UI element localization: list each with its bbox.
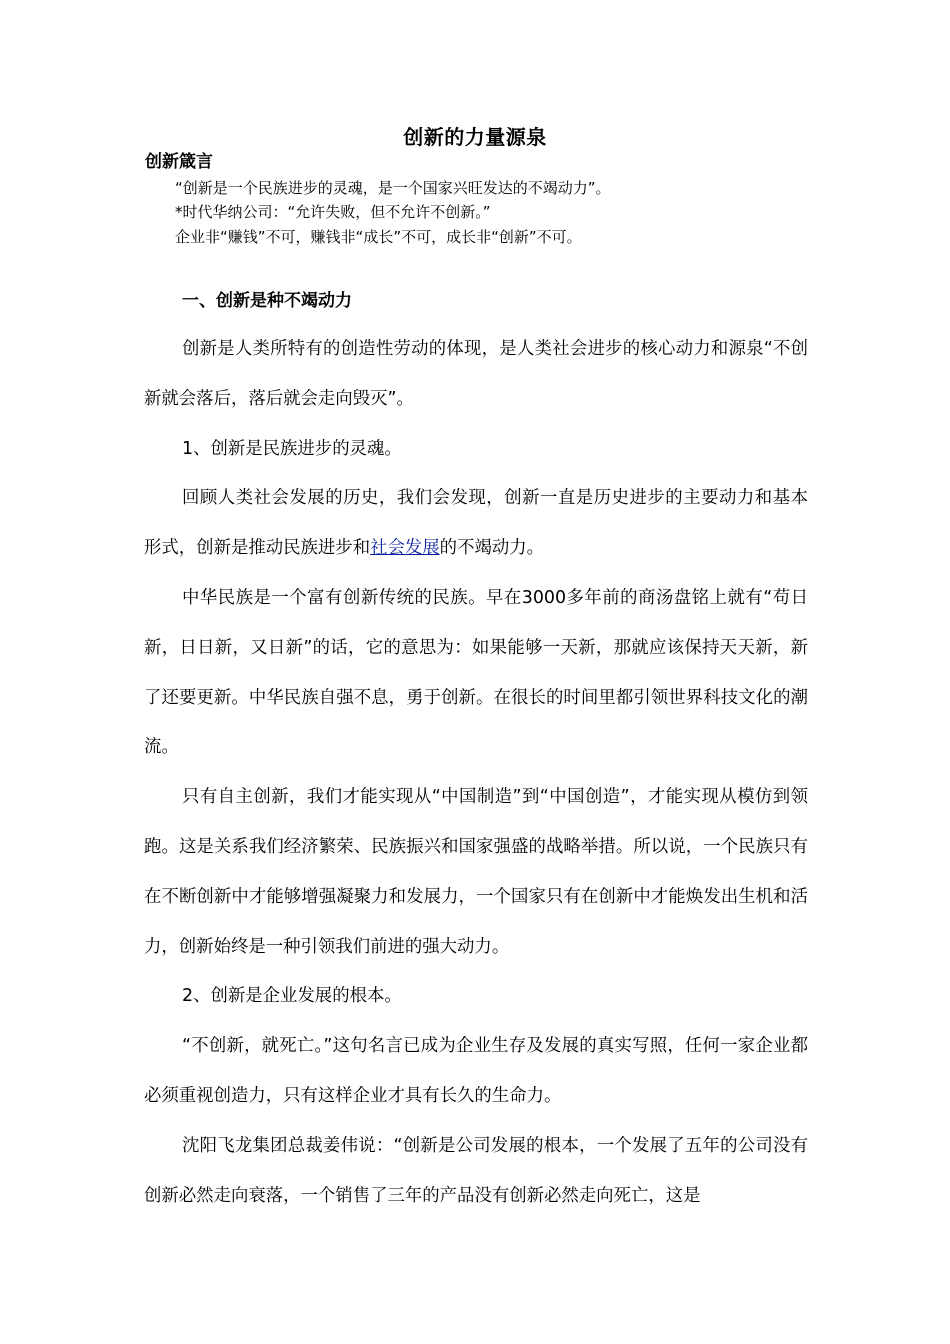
paragraph-intro: 创新是人类所特有的创造性劳动的体现，是人类社会进步的核心动力和源泉“不创新就会落后，落后就会走向毁灭”。 — [144, 339, 808, 409]
section-heading: 一、创新是种不竭动力 — [182, 291, 352, 311]
paragraph-independent-innovation: 只有自主创新，我们才能实现从“中国制造”到“中国创造”，才能实现从模仿到领跑。这是关系我们经济繁荣、民族振兴和国家强盛的战略举措。所以说，一个民族只有在不断创新中才能够增强凝聚力和发展力，一个国家只有在创新中才能焕发出生机和活力，创新始终是一种引领我们前进的强大动力。 — [144, 787, 808, 957]
paragraph-history-text-end: 的不竭动力。 — [439, 538, 545, 559]
document-title: 创新的力量源泉 — [403, 125, 547, 149]
subheading-nation: 1、创新是民族进步的灵魂。 — [182, 438, 402, 459]
motto-line-3: 企业非“赚钱”不可，赚钱非“成长”不可，成长非“创新”不可。 — [175, 228, 582, 246]
motto-line-1: “创新是一个民族进步的灵魂，是一个国家兴旺发达的不竭动力”。 — [175, 179, 611, 197]
social-development-link[interactable]: 社会发展 — [370, 538, 440, 559]
paragraph-history-text: 回顾人类社会发展的历史，我们会发现，创新一直是历史进步的主要动力和基本形式，创新是推动民族进步和 — [144, 488, 808, 559]
paragraph-no-innovation: “不创新，就死亡。”这句名言已成为企业生存及发展的真实写照，任何一家企业都必须重视创造力，只有这样企业才具有长久的生命力。 — [144, 1036, 808, 1106]
paragraph-history — [144, 474, 808, 574]
motto-heading: 创新箴言 — [145, 152, 213, 172]
paragraph-quote-jiang-wei: 沈阳飞龙集团总裁姜伟说：“创新是公司发展的根本，一个发展了五年的公司没有创新必然走向衰落，一个销售了三年的产品没有创新必然走向死亡，这是 — [144, 1135, 808, 1206]
subheading-enterprise: 2、创新是企业发展的根本。 — [182, 986, 402, 1007]
motto-line-2: *时代华纳公司：“允许失败，但不允许不创新。” — [175, 203, 491, 221]
document-body — [144, 325, 808, 1221]
paragraph-chinese-nation: 中华民族是一个富有创新传统的民族。早在3000多年前的商汤盘铭上就有“苟日新，日日新，又日新”的话，它的意思为：如果能够一天新，那就应该保持天天新，新了还要更新。中华民族自强不息，勇于创新。在很长的时间里都引领世界科技文化的潮流。 — [144, 587, 808, 758]
